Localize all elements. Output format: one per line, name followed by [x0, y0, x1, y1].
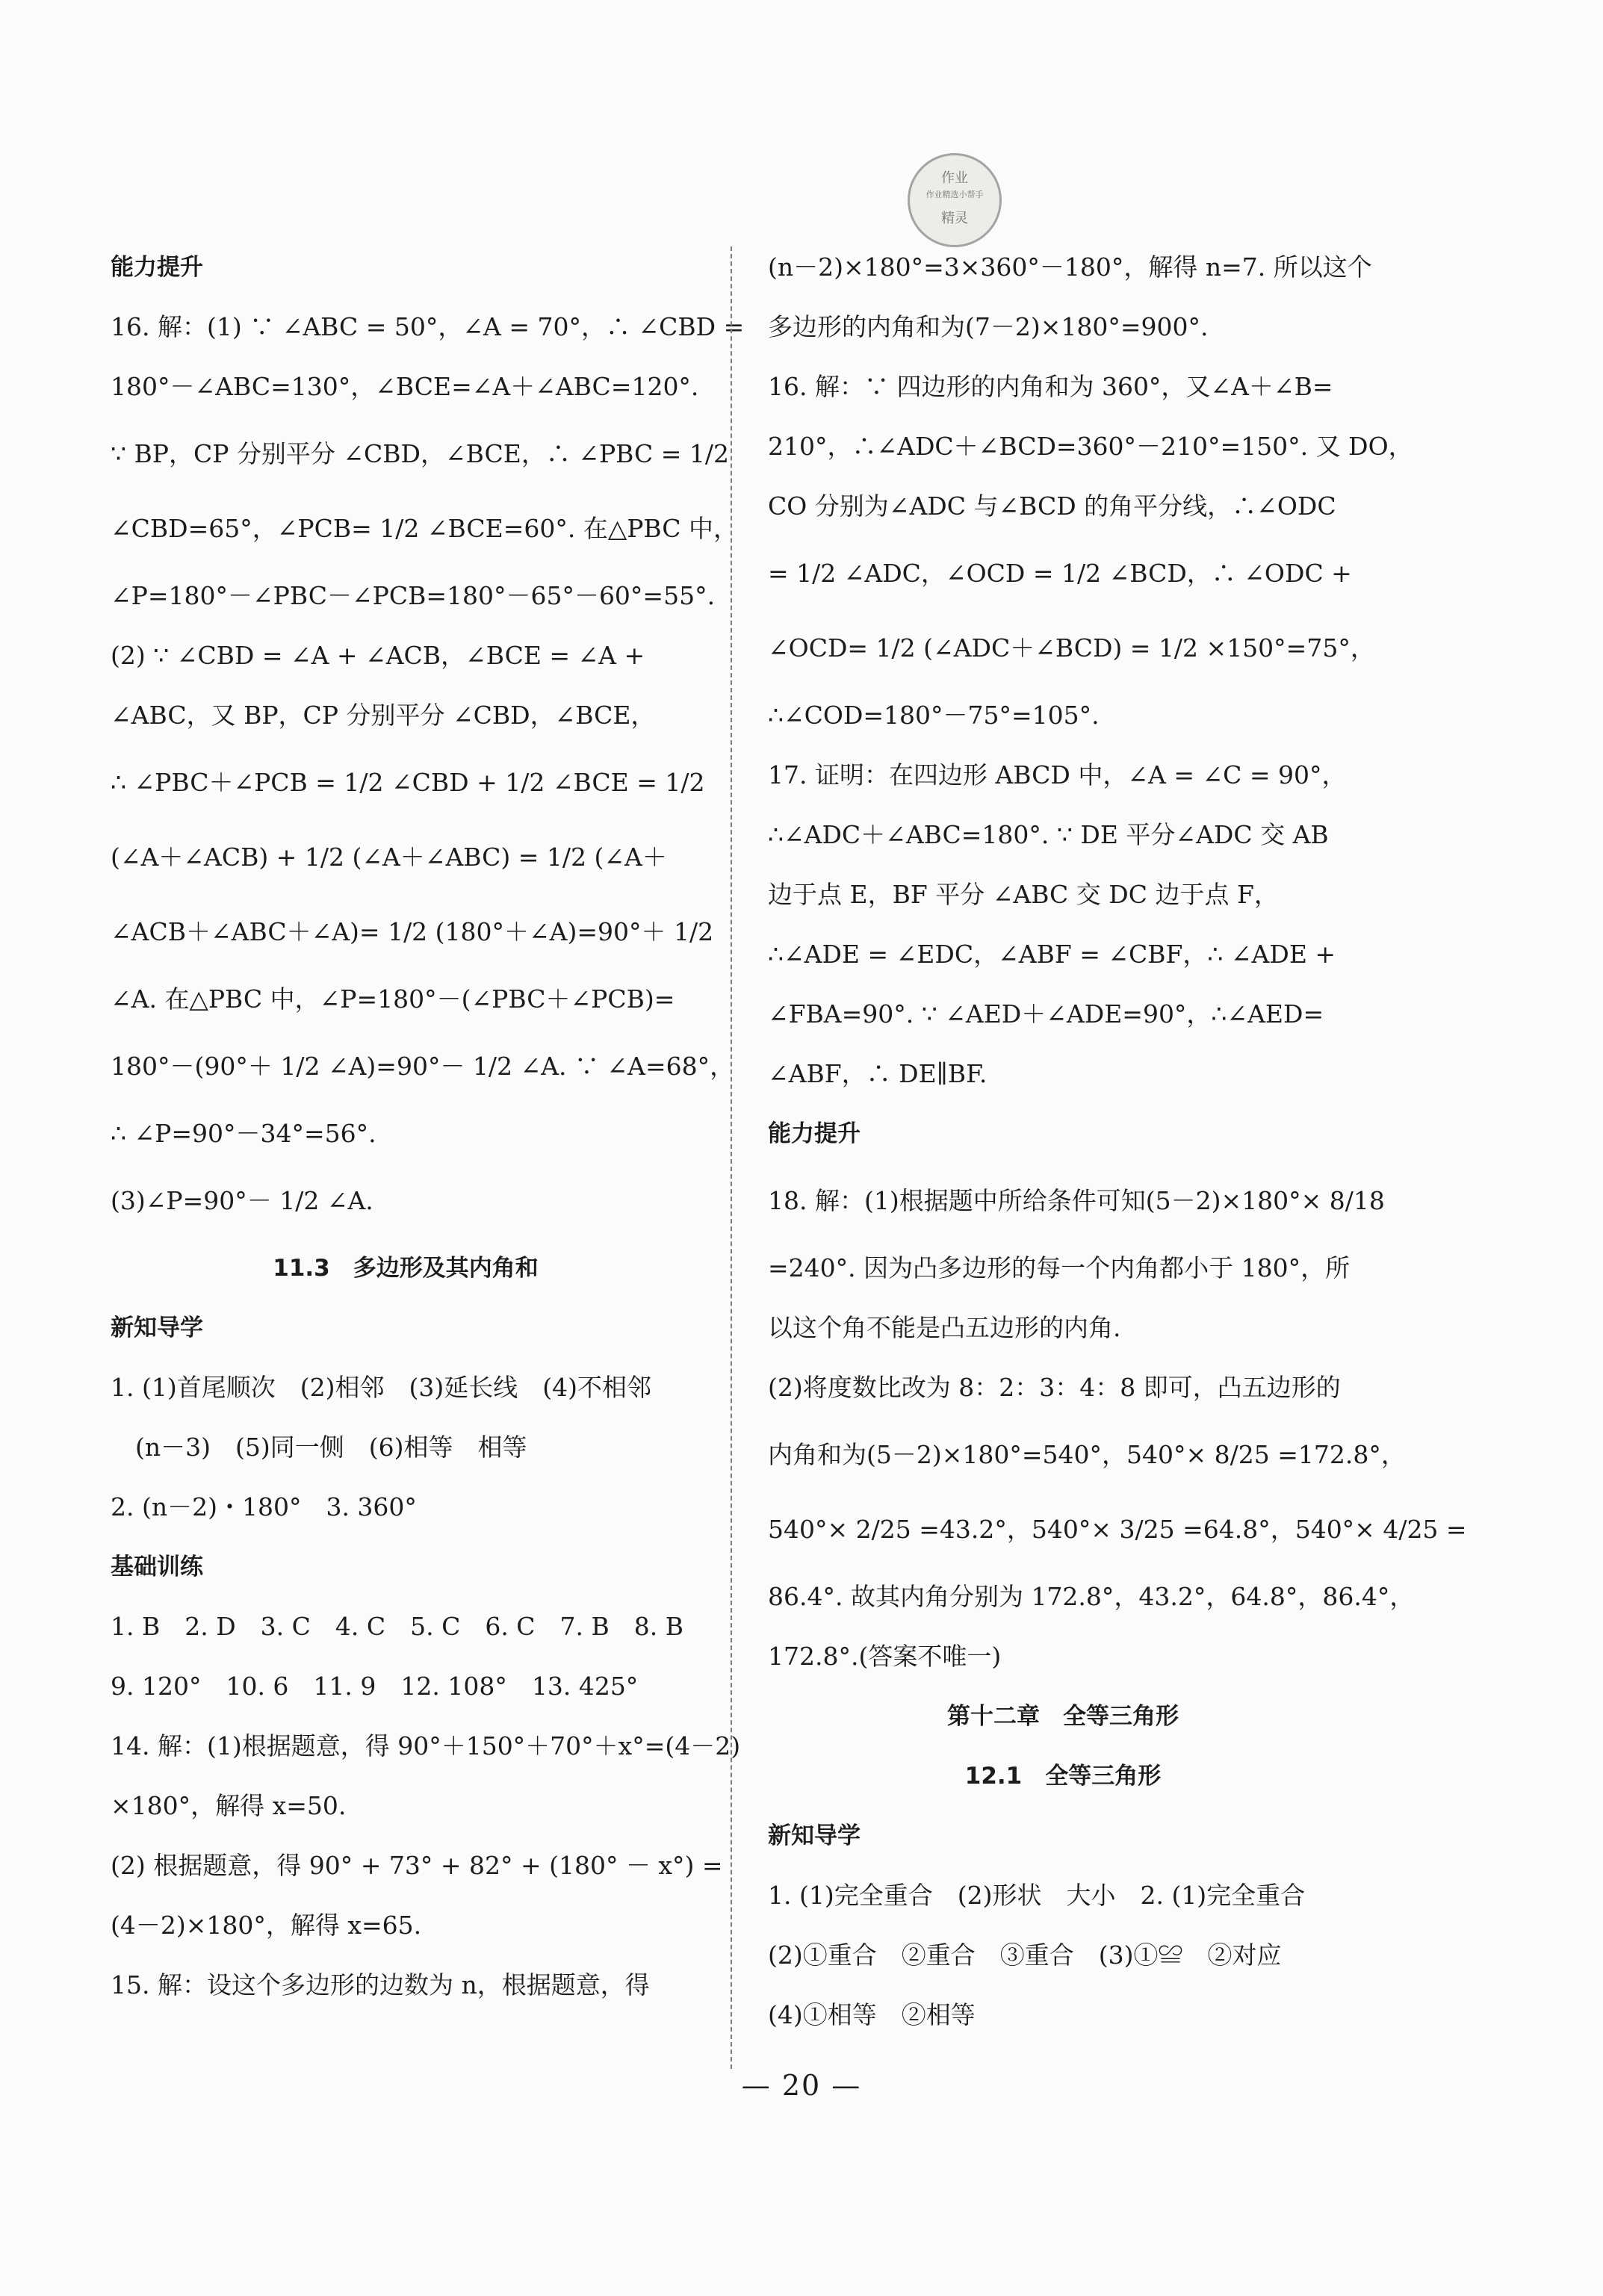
text-line: ∠A. 在△PBC 中，∠P=180°－(∠PBC＋∠PCB)= — [111, 984, 675, 1014]
text-line: 15. 解：设这个多边形的边数为 n，根据题意，得 — [111, 1970, 650, 1999]
text-line: CO 分别为∠ADC 与∠BCD 的角平分线，∴∠ODC — [768, 491, 1336, 521]
section-heading: 12.1 全等三角形 — [964, 1763, 1162, 1790]
section-heading: 基础训练 — [111, 1554, 203, 1580]
text-line: 16. 解：(1) ∵ ∠ABC = 50°，∠A = 70°，∴ ∠CBD = — [111, 312, 745, 341]
section-heading: 11.3 多边形及其内角和 — [273, 1255, 539, 1282]
text-line: ∴∠COD=180°－75°=105°. — [768, 701, 1100, 730]
text-line: 1. B 2. D 3. C 4. C 5. C 6. C 7. B 8. B — [111, 1612, 684, 1641]
text-line: (4)①相等 ②相等 — [768, 2000, 976, 2029]
text-line: (2) 根据题意，得 90° + 73° + 82° + (180° － x°) = — [111, 1851, 723, 1880]
text-line: ∴∠ADE = ∠EDC，∠ABF = ∠CBF，∴ ∠ADE + — [768, 940, 1336, 969]
text-line: 2. (n－2)・180° 3. 360° — [111, 1492, 417, 1521]
text-line: 180°－∠ABC=130°，∠BCE=∠A＋∠ABC=120°. — [111, 372, 699, 401]
text-line: (4－2)×180°，解得 x=65. — [111, 1911, 422, 1940]
text-line: ∠CBD=65°，∠PCB= 1/2 ∠BCE=60°. 在△PBC 中， — [111, 514, 739, 543]
text-line: (2)①重合 ②重合 ③重合 (3)①≌ ②对应 — [768, 1940, 1282, 1970]
text-line: 内角和为(5－2)×180°=540°，540°× 8/25 =172.8°， — [768, 1440, 1406, 1469]
page-number: — 20 — — [741, 2069, 862, 2102]
text-line: 多边形的内角和为(7－2)×180°=900°. — [768, 312, 1209, 341]
text-line: 210°，∴∠ADC＋∠BCD=360°－210°=150°. 又 DO， — [768, 432, 1413, 461]
stamp-logo — [908, 153, 1002, 247]
text-line: 1. (1)完全重合 (2)形状 大小 2. (1)完全重合 — [768, 1881, 1306, 1910]
text-line: 以这个角不能是凸五边形的内角. — [768, 1313, 1121, 1342]
stamp-text-3: 精灵 — [941, 211, 968, 226]
text-line: 边于点 E，BF 平分 ∠ABC 交 DC 边于点 F， — [768, 880, 1279, 909]
text-line: ∠ABF，∴ DE∥BF. — [768, 1059, 987, 1088]
text-line: ∠FBA=90°. ∵ ∠AED＋∠ADE=90°，∴∠AED= — [768, 999, 1324, 1028]
text-line: ×180°，解得 x=50. — [111, 1791, 347, 1820]
text-line: ∴∠ADC＋∠ABC=180°. ∵ DE 平分∠ADC 交 AB — [768, 820, 1329, 849]
right-column — [768, 238, 1467, 2045]
text-line: ∠P=180°－∠PBC－∠PCB=180°－65°－60°=55°. — [111, 581, 716, 610]
text-line: (2)将度数比改为 8：2：3：4：8 即可，凸五边形的 — [768, 1373, 1341, 1402]
text-line: = 1/2 ∠ADC，∠OCD = 1/2 ∠BCD，∴ ∠ODC + — [768, 559, 1352, 588]
text-line: ∴ ∠P=90°－34°=56°. — [111, 1119, 376, 1148]
text-line: 1. (1)首尾顺次 (2)相邻 (3)延长线 (4)不相邻 — [111, 1373, 651, 1402]
text-line: 172.8°.(答案不唯一) — [768, 1642, 1002, 1671]
section-heading: 新知导学 — [768, 1822, 861, 1849]
text-line: ∠ACB＋∠ABC＋∠A)= 1/2 (180°＋∠A)=90°＋ 1/2 — [111, 917, 714, 946]
text-line: (n－2)×180°=3×360°－180°，解得 n=7. 所以这个 — [768, 252, 1372, 282]
text-line: 9. 120° 10. 6 11. 9 12. 108° 13. 425° — [111, 1672, 639, 1701]
text-line: ∠OCD= 1/2 (∠ADC＋∠BCD) = 1/2 ×150°=75°， — [768, 633, 1375, 663]
text-line: ∴ ∠PBC＋∠PCB = 1/2 ∠CBD + 1/2 ∠BCE = 1/2 — [111, 768, 705, 797]
text-line: 17. 证明：在四边形 ABCD 中，∠A = ∠C = 90°， — [768, 760, 1347, 789]
section-heading: 第十二章 全等三角形 — [947, 1703, 1179, 1730]
text-line: 86.4°. 故其内角分别为 172.8°，43.2°，64.8°，86.4°， — [768, 1582, 1415, 1611]
text-line: =240°. 因为凸多边形的每一个内角都小于 180°，所 — [768, 1253, 1351, 1282]
text-line: ∠ABC，又 BP，CP 分别平分 ∠CBD，∠BCE， — [111, 701, 656, 730]
stamp-text-2: 作业精选小帮手 — [925, 190, 984, 199]
text-line: 540°× 2/25 =43.2°，540°× 3/25 =64.8°，540°× 4/25 = — [768, 1515, 1467, 1544]
section-heading: 能力提升 — [768, 1120, 861, 1147]
text-line: ∵ BP，CP 分别平分 ∠CBD，∠BCE，∴ ∠PBC = 1/2 — [111, 439, 730, 468]
left-column — [111, 238, 745, 2015]
section-heading: 能力提升 — [111, 254, 203, 281]
stamp-text-1: 作业 — [941, 170, 968, 186]
text-line: 18. 解：(1)根据题中所给条件可知(5－2)×180°× 8/18 — [768, 1186, 1385, 1215]
text-line: (∠A＋∠ACB) + 1/2 (∠A＋∠ABC) = 1/2 (∠A＋ — [111, 843, 667, 872]
text-line: 180°－(90°＋ 1/2 ∠A)=90°－ 1/2 ∠A. ∵ ∠A=68°， — [111, 1052, 735, 1081]
text-line: (3)∠P=90°－ 1/2 ∠A. — [111, 1186, 373, 1215]
column-divider — [731, 246, 732, 2069]
text-line: (2) ∵ ∠CBD = ∠A + ∠ACB，∠BCE = ∠A + — [111, 641, 645, 670]
section-heading: 新知导学 — [111, 1315, 203, 1341]
text-line: (n－3) (5)同一侧 (6)相等 相等 — [111, 1433, 527, 1462]
text-line: 16. 解：∵ 四边形的内角和为 360°，又∠A＋∠B= — [768, 372, 1333, 401]
text-line: 14. 解：(1)根据题意，得 90°＋150°＋70°＋x°=(4－2) — [111, 1731, 741, 1760]
